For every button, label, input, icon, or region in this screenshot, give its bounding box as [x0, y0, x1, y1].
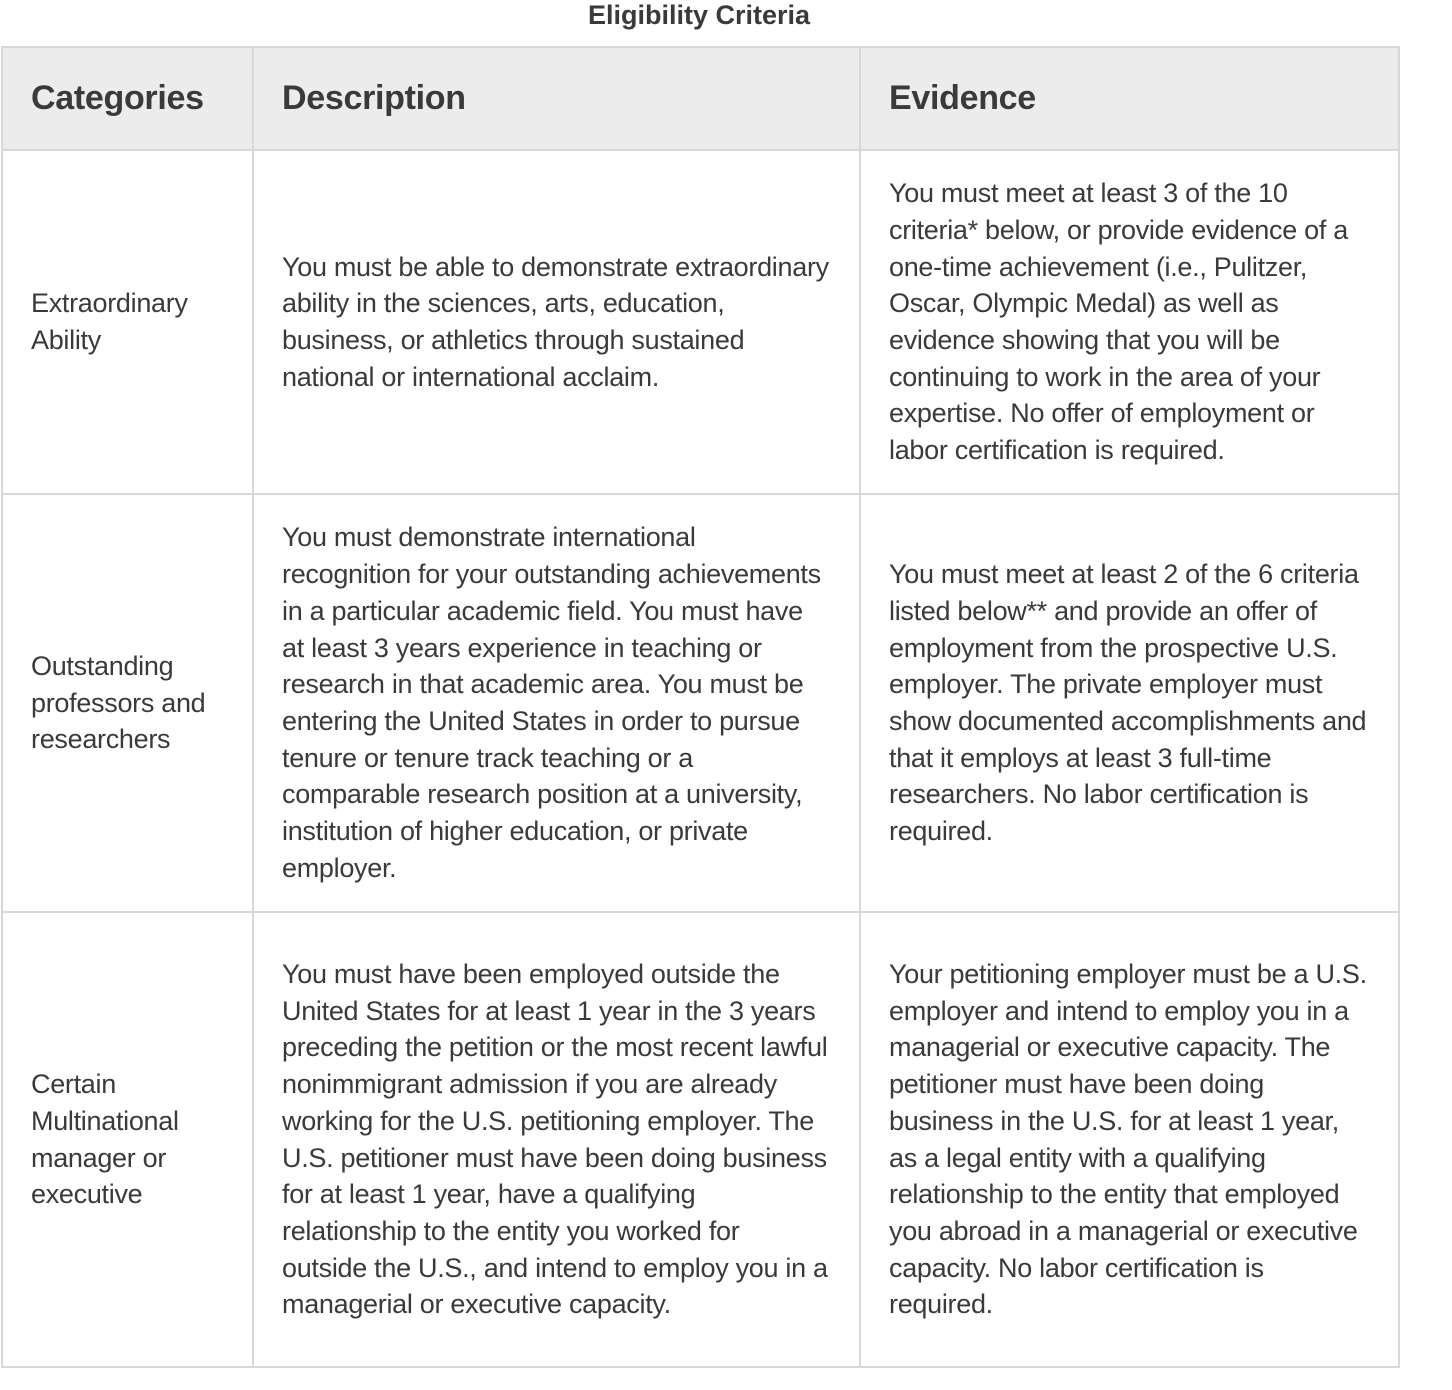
- evidence-cell: You must meet at least 2 of the 6 criteria listed below** and provide an offer of employment from the prospective U.S. employer. The private employer must show documented accomplishments and that it employs at least 3 full-time researchers. No labor certification is required.: [860, 494, 1399, 912]
- table-header-row: [2, 47, 1399, 150]
- description-cell: You must be able to demonstrate extraordinary ability in the sciences, arts, education, business, or athletics through sustained national or international acclaim.: [253, 150, 860, 494]
- category-cell: Outstanding professors and researchers: [2, 494, 253, 912]
- evidence-cell: You must meet at least 3 of the 10 criteria* below, or provide evidence of a one-time achievement (i.e., Pulitzer, Oscar, Olympic Medal) as well as evidence showing that you will be continuing to work in the area of your expertise. No offer of employment or labor certification is required.: [860, 150, 1399, 494]
- table-caption: Eligibility Criteria: [587, 0, 811, 30]
- eligibility-criteria-table: [1, 46, 1400, 1368]
- header-categories: Categories: [2, 47, 253, 150]
- header-evidence: Evidence: [860, 47, 1399, 150]
- table-row: [2, 150, 1399, 494]
- description-cell: You must demonstrate international recognition for your outstanding achievements in a particular academic field. You must have at least 3 years experience in teaching or research in that academic area. You must be entering the United States in order to pursue tenure or tenure track teaching or a comparable research position at a university, institution of higher education, or private employer.: [253, 494, 860, 912]
- table-row: [2, 494, 1399, 912]
- category-cell: Certain Multinational manager or executive: [2, 912, 253, 1367]
- description-cell: You must have been employed outside the United States for at least 1 year in the 3 years preceding the petition or the most recent lawful nonimmigrant admission if you are already working for the U.S. petitioning employer. The U.S. petitioner must have been doing business for at least 1 year, have a qualifying relationship to the entity you worked for outside the U.S., and intend to employ you in a managerial or executive capacity.: [253, 912, 860, 1367]
- header-description: Description: [253, 47, 860, 150]
- table-row: [2, 912, 1399, 1367]
- category-cell: Extraordinary Ability: [2, 150, 253, 494]
- evidence-cell: Your petitioning employer must be a U.S. employer and intend to employ you in a managerial or executive capacity. The petitioner must have been doing business in the U.S. for at least 1 year, as a legal entity with a qualifying relationship to the entity that employed you abroad in a managerial or executive capacity. No labor certification is required.: [860, 912, 1399, 1367]
